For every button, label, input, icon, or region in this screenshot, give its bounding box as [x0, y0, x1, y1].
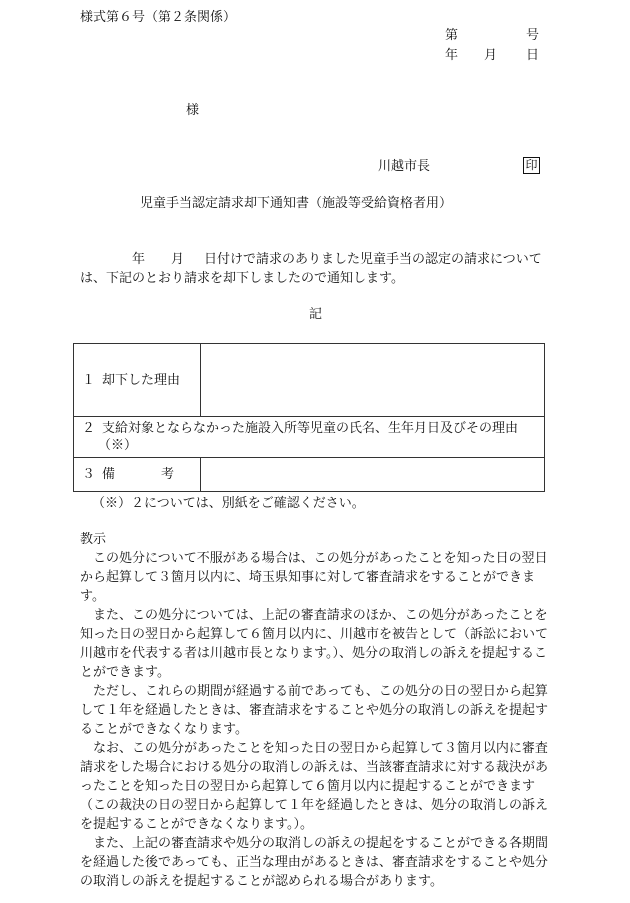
- table-row-notes: [74, 458, 545, 492]
- reason-label-cell: [74, 344, 201, 417]
- children-number: ２: [82, 421, 96, 436]
- items-table: [73, 343, 545, 492]
- children-label: 支給対象とならなかった施設入所等児童の氏名、生年月日及びその理由: [102, 421, 519, 436]
- notes-label-b: 考: [161, 467, 175, 482]
- document-number-suffix: 号: [526, 28, 540, 43]
- children-note-mark: （※）: [98, 438, 138, 453]
- footnote: （※）２については、別紙をご確認ください。: [92, 496, 365, 511]
- reason-number: １: [82, 372, 96, 388]
- kyouji-paragraph: なお、この処分があったことを知った日の翌日から起算して３箇月以内に審査請求をした場合における処分の取消しの訴えは、当該審査請求に対する裁決があったことを知った日の翌日から起算して６箇月以内に提起することができます（この裁決の日の翌日から起算して１年を経過したときは、処分の取消しの訴えを提起することができなくなります。）。: [80, 741, 549, 832]
- intro-paragraph: [80, 250, 556, 288]
- notes-label-a: 備: [102, 467, 116, 482]
- intro-month: 月: [171, 252, 185, 267]
- addressee-honorific: 様: [186, 103, 200, 118]
- intro-text: 日付けで請求のありました児童手当の認定の請求については、下記のとおり請求を却下しましたので通知します。: [80, 252, 542, 286]
- date-day-label: 日: [526, 48, 540, 63]
- notes-value-cell: [201, 458, 545, 492]
- children-cell: [74, 417, 545, 458]
- reason-value-cell: [201, 344, 545, 417]
- notes-number: ３: [82, 467, 96, 482]
- date-year-label: 年: [445, 48, 459, 63]
- ki-heading: 記: [309, 307, 323, 322]
- table-row-reason: [74, 344, 545, 417]
- reason-label: 却下した理由: [102, 372, 181, 388]
- kyouji-paragraph: ただし、これらの期間が経過する前であっても、この処分の日の翌日から起算して１年を経過したときは、審査請求をすることや処分の取消しの訴えを提起することができなくなります。: [80, 684, 549, 737]
- table-row-children: [74, 417, 545, 458]
- kyouji-paragraph: また、この処分については、上記の審査請求のほか、この処分があったことを知った日の翌日から起算して６箇月以内に、川越市を被告として（訴訟において川越市を代表する者は川越市長となります。）、処分の取消しの訴えを提起することができます。: [80, 608, 549, 680]
- kyouji-paragraph: この処分について不服がある場合は、この処分があったことを知った日の翌日から起算して３箇月以内に、埼玉県知事に対して審査請求をすることができます。: [80, 551, 548, 604]
- notes-label-cell: [74, 458, 201, 492]
- issuer-name: 川越市長: [378, 159, 431, 174]
- kyouji-paragraph: また、上記の審査請求や処分の取消しの訴えの提起をすることができる各期間を経過した後であっても、正当な理由があるときは、審査請求をすることや処分の取消しの訴えを提起することが認められる場合があります。: [80, 836, 549, 889]
- document-title: 児童手当認定請求却下通知書（施設等受給資格者用）: [140, 196, 453, 211]
- seal-mark: 印: [523, 157, 540, 174]
- kyouji-heading: 教示: [80, 532, 107, 547]
- intro-year: 年: [132, 252, 146, 267]
- form-number: 様式第６号（第２条関係）: [80, 10, 237, 25]
- date-month-label: 月: [484, 48, 498, 63]
- document-number-prefix: 第: [445, 28, 459, 43]
- kyouji-body: [80, 549, 556, 891]
